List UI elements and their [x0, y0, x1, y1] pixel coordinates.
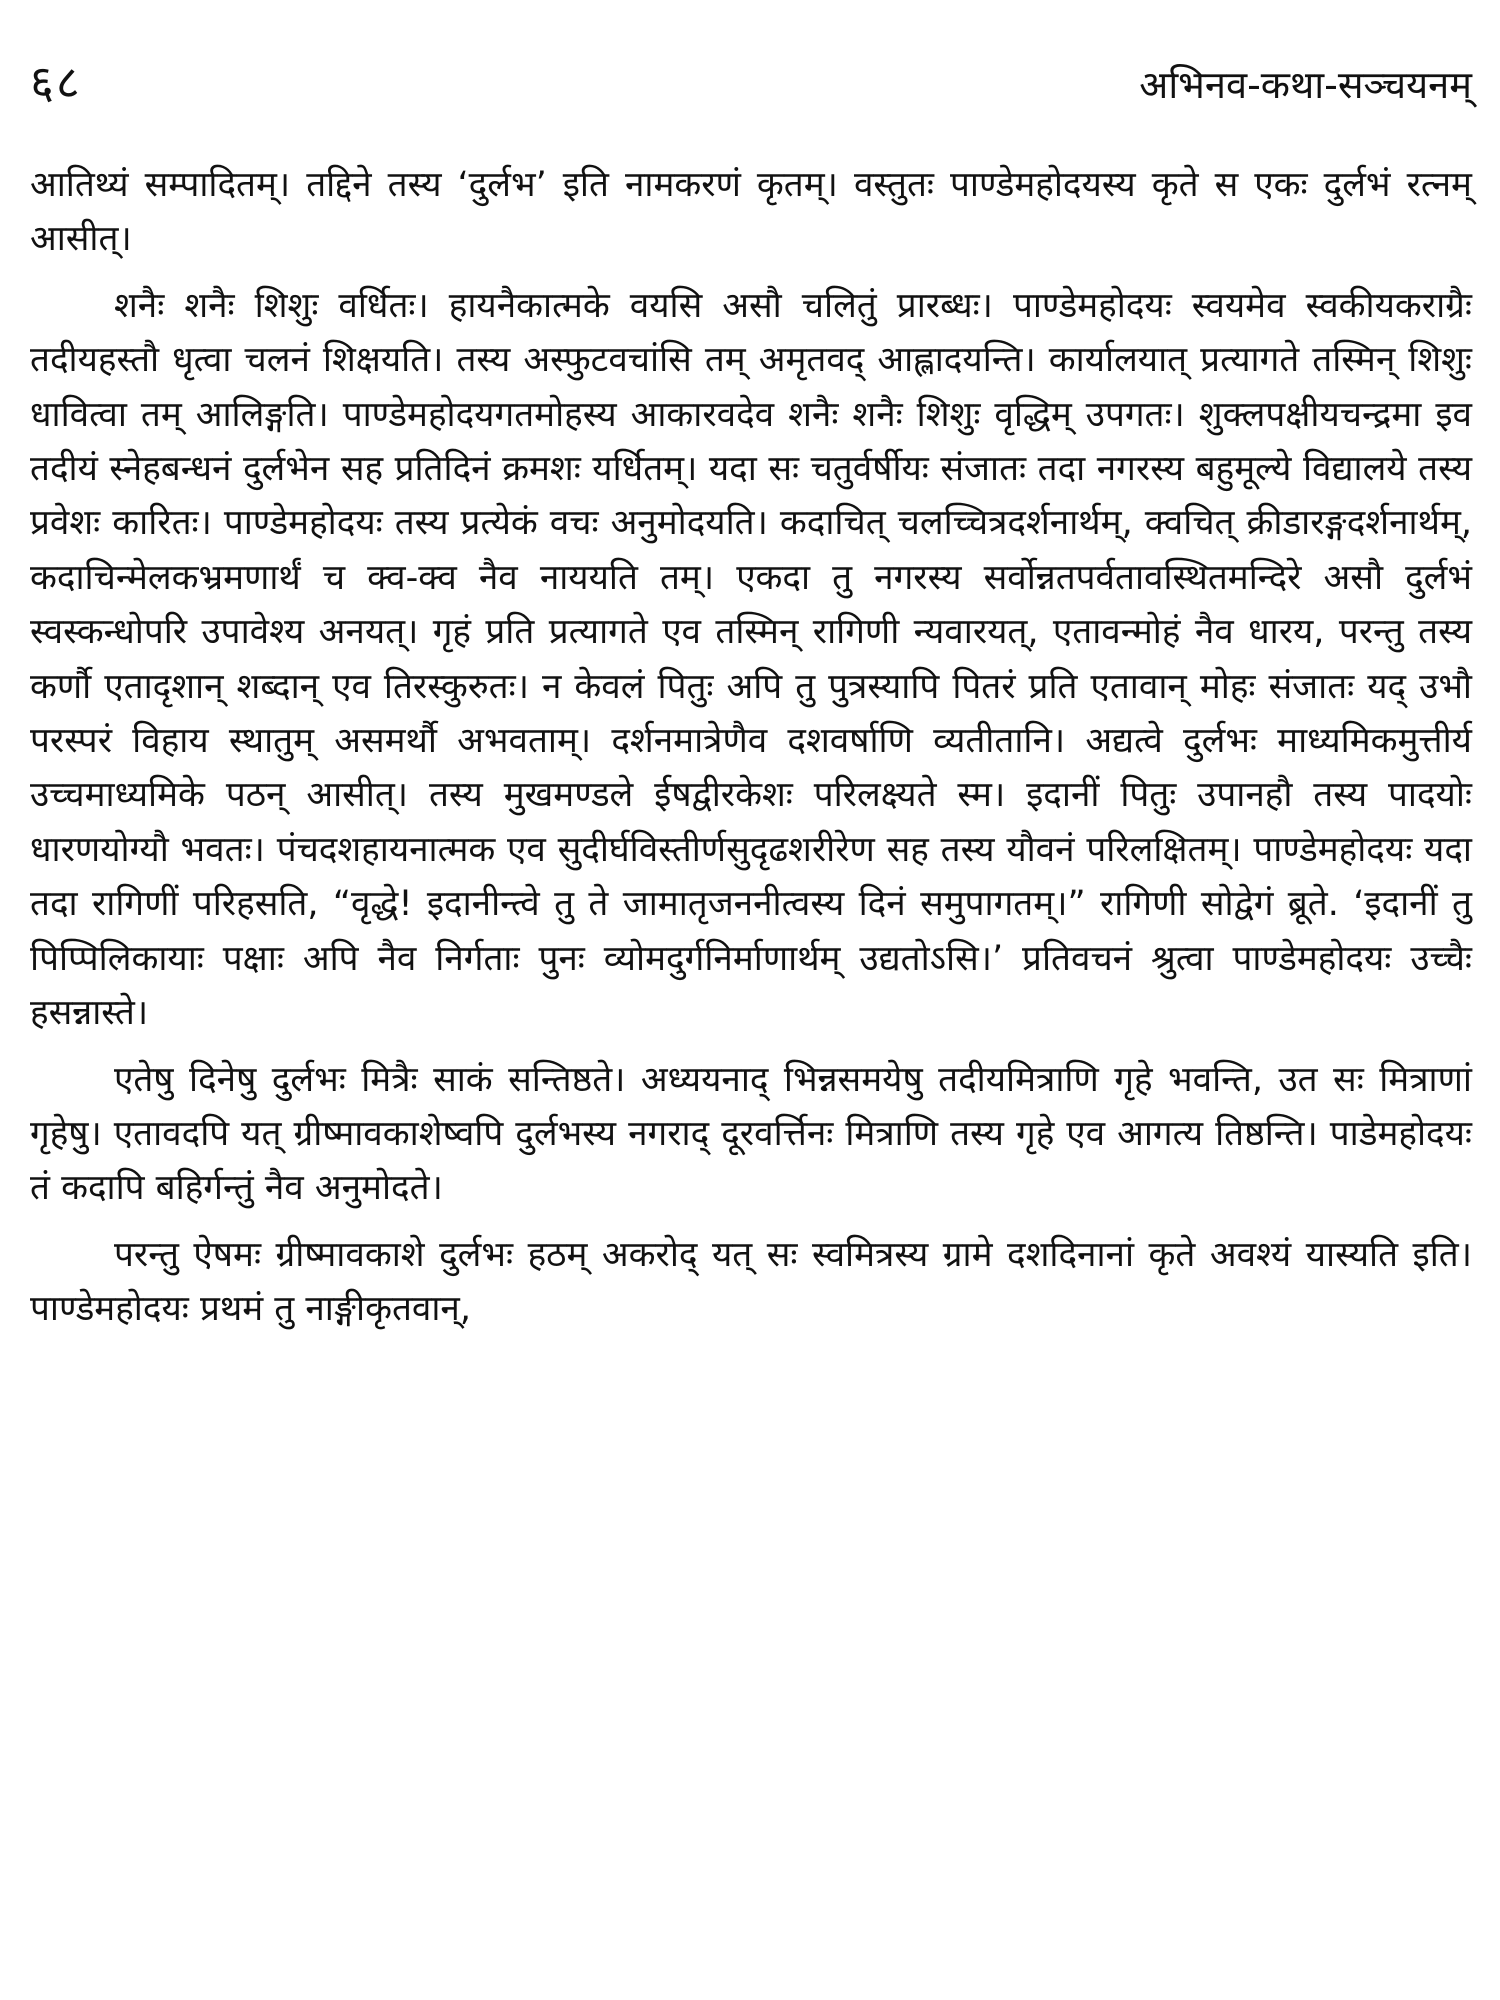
page-number: ६८	[30, 55, 82, 109]
body-text	[30, 158, 1472, 1337]
paragraph-3: एतेषु दिनेषु दुर्लभः मित्रैः साकं सन्तिष्ठते। अध्ययनाद् भिन्नसमयेषु तदीयमित्राणि गृहे भवन्ति, उत सः मित्राणां गृहेषु। एतावदपि यत् ग्रीष्मावकाशेष्वपि दुर्लभस्य नगराद् दूरवर्त्तिनः मित्राणि तस्य गृहे एव आगत्य तिष्ठन्ति। पाडेमहोदयः तं कदापि बहिर्गन्तुं नैव अनुमोदते।	[30, 1059, 1472, 1209]
paragraph-4: परन्तु ऐषमः ग्रीष्मावकाशे दुर्लभः हठम् अकरोद् यत् सः स्वमित्रस्य ग्रामे दशदिनानां कृते अवश्यं यास्यति इति। पाण्डेमहोदयः प्रथमं तु नाङ्गीकृतवान्,	[30, 1234, 1472, 1330]
running-title: अभिनव-कथा-सञ्चयनम्	[1139, 63, 1472, 107]
page-header	[30, 50, 1472, 120]
paragraph-1: आतिथ्यं सम्पादितम्। तद्दिने तस्य ‘दुर्लभ’ इति नामकरणं कृतम्। वस्तुतः पाण्डेमहोदयस्य कृते स एकः दुर्लभं रत्नम् आसीत्।	[30, 165, 1472, 260]
paragraph-2: शनैः शनैः शिशुः वर्धितः। हायनैकात्मके वयसि असौ चलितुं प्रारब्धः। पाण्डेमहोदयः स्वयमेव स्वकीयकराग्रैः तदीयहस्तौ धृत्वा चलनं शिक्षयति। तस्य अस्फुटवचांसि तम् अमृतवद् आह्लादयन्ति। कार्यालयात् प्रत्यागते तस्मिन् शिशुः धावित्वा तम् आलिङ्गति। पाण्डेमहोदयगतमोहस्य आकारवदेव शनैः शनैः शिशुः वृद्धिम् उपगतः। शुक्लपक्षीयचन्द्रमा इव तदीयं स्नेहबन्धनं दुर्लभेन सह प्रतिदिनं क्रमशः यर्धितम्। यदा सः चतुर्वर्षीयः संजातः तदा नगरस्य बहुमूल्ये विद्यालये तस्य प्रवेशः कारितः। पाण्डेमहोदयः तस्य प्रत्येकं वचः अनुमोदयति। कदाचित् चलच्चित्रदर्शनार्थम्, क्वचित् क्रीडारङ्गदर्शनार्थम्, कदाचिन्मेलकभ्रमणार्थं च क्व-क्व नैव नाययति तम्। एकदा तु नगरस्य सर्वोन्नतपर्वतावस्थितमन्दिरे असौ दुर्लभं स्वस्कन्धोपरि उपावेश्य अनयत्। गृहं प्रति प्रत्यागते एव तस्मिन् रागिणी न्यवारयत्, एतावन्मोहं नैव धारय, परन्तु तस्य कर्णौ एतादृशान् शब्दान् एव तिरस्कुरुतः। न केवलं पितुः अपि तु पुत्रस्यापि पितरं प्रति एतावान् मोहः संजातः यद् उभौ परस्परं विहाय स्थातुम् असमर्थौ अभवताम्। दर्शनमात्रेणैव दशवर्षाणि व्यतीतानि। अद्यत्वे दुर्लभः माध्यमिकमुत्तीर्य उच्चमाध्यमिके पठन् आसीत्। तस्य मुखमण्डले ईषद्वीरकेशः परिलक्ष्यते स्म। इदानीं पितुः उपानहौ तस्य पादयोः धारणयोग्यौ भवतः। पंचदशहायनात्मक एव सुदीर्घविस्तीर्णसुदृढशरीरेण सह तस्य यौवनं परिलक्षितम्। पाण्डेमहोदयः यदा तदा रागिणीं परिहसति, “वृद्धे! इदानीन्त्वे तु ते जामातृजननीत्वस्य दिनं समुपागतम्।” रागिणी सोद्वेगं ब्रूते. ‘इदानीं तु पिप्पिलिकायाः पक्षाः अपि नैव निर्गताः पुनः व्योमदुर्गनिर्माणार्थम् उद्यतोऽसि।’ प्रतिवचनं श्रुत्वा पाण्डेमहोदयः उच्चैः हसन्नास्ते।	[30, 285, 1472, 1034]
